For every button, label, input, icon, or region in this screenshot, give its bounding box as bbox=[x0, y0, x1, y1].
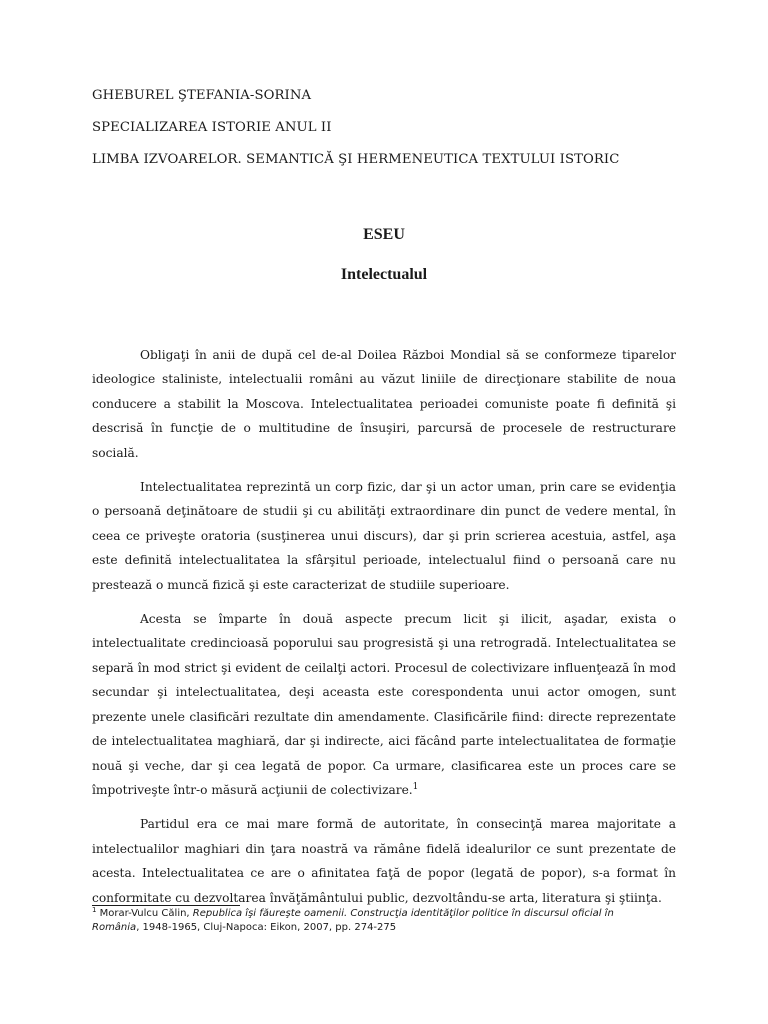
author-name: GHEBUREL ŞTEFANIA-SORINA bbox=[92, 88, 312, 103]
footnote-author: Morar-Vulcu Călin, bbox=[99, 908, 193, 919]
paragraph-4: Partidul era ce mai mare formă de autoritate, în consecinţă marea majoritate a intelectualilor maghiari din ţara noastră va rămâne fidelă idealurilor ce sunt prezentate de acesta. Intelectualitatea ce are o afinitatea faţă de popor (legată de popor), s-a format în conformitate cu dezvoltarea învăţământului public, dezvoltându-se arta, literatura şi ştiinţa. bbox=[92, 817, 676, 905]
paragraph-3-text: Acesta se împarte în două aspecte precum licit şi ilicit, aşadar, exista o intelectualitate credincioasă poporului sau progresistă şi una retrogradă. Intelectualitatea se separă în mod strict şi evident de ceilalţi actori. Procesul de colectivizare influenţează în mod secundar şi intelectualitatea, deşi aceasta este corespondenta unui actor omogen, sunt prezente unele clasificări rezultate din amendamente. Clasificările fiind: directe reprezentate de intelectualitatea maghiară, dar şi indirecte, aici făcând parte intelectualitatea de formaţie nouă şi veche, dar şi cea legată de popor. Ca urmare, clasificarea este un proces care se împotriveşte într-o măsură acţiunii de colectivizare. bbox=[92, 612, 676, 797]
footnote-title: Republica îşi făureşte oamenii. Construcţia identităţilor politice în discursul oficial în România bbox=[92, 908, 614, 933]
paragraph-2: Intelectualitatea reprezintă un corp fizic, dar şi un actor uman, prin care se evidenţia o persoană deţinătoare de studii şi cu abilităţi extraordinare din punct de vedere mental, în ceea ce priveşte oratoria (susţinerea unui discurs), dar şi prin scrierea acestuia, astfel, aşa este definită intelectualitatea la sfârşitul perioade, intelectualul fiind o persoană care nu prestează o muncă fizică şi este caracterizat de studiile superioare. bbox=[92, 480, 676, 592]
essay-subtitle: Intelectualul bbox=[340, 266, 428, 283]
course-line: LIMBA IZVOARELOR. SEMANTICĂ ŞI HERMENEUTICA TEXTULUI ISTORIC bbox=[92, 152, 620, 167]
essay-title: ESEU bbox=[363, 226, 405, 243]
footnote-mark: 1 bbox=[92, 906, 97, 914]
document-header bbox=[92, 86, 692, 182]
paragraph-1: Obligaţi în anii de după cel de-al Doilea Război Mondial să se conformeze tiparelor ideologice staliniste, intelectualii români au văzut liniile de direcţionare stabilite de noua conducere a stabilit la Moscova. Intelectualitatea perioadei comuniste poate fi definită şi descrisă în funcţie de o multitudine de însuşiri, parcursă de procesele de restructurare socială. bbox=[92, 348, 676, 460]
footnote-separator bbox=[92, 905, 240, 906]
specialization-line: SPECIALIZAREA ISTORIE ANUL II bbox=[92, 120, 332, 135]
paragraph-3 bbox=[92, 607, 676, 802]
footnote bbox=[92, 907, 652, 935]
footnote-details: , 1948-1965, Cluj-Napoca: Eikon, 2007, pp. 274-275 bbox=[136, 922, 397, 933]
footnote-reference[interactable]: 1 bbox=[412, 781, 419, 792]
essay-body bbox=[92, 343, 676, 920]
